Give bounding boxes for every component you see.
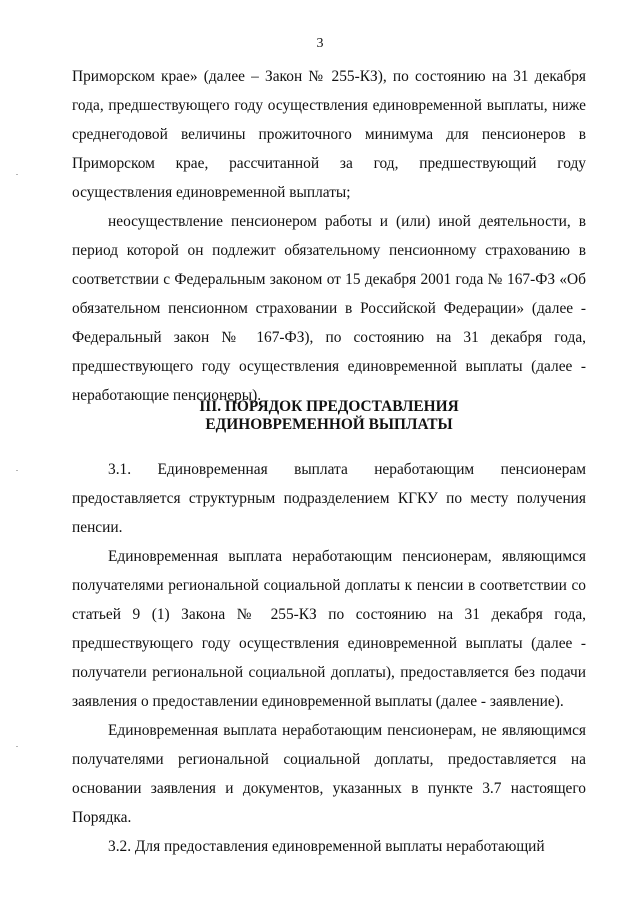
margin-scan-mark	[16, 746, 18, 747]
section-heading	[72, 398, 586, 434]
text-block-procedure	[72, 455, 586, 861]
section-heading-line-1: III. ПОРЯДОК ПРЕДОСТАВЛЕНИЯ	[199, 398, 459, 415]
paragraph-non-recipients: Единовременная выплата неработающим пенсионерам, не являющимся получателями региональной социальной доплаты, предоставляется на основании заявления и документов, указанных в пункте 3.7 настоящего Порядка.	[72, 722, 586, 826]
text-block-eligibility	[72, 62, 586, 410]
paragraph-clause-3-1: 3.1. Единовременная выплата неработающим пенсионерам предоставляется структурным подразделением КГКУ по месту получения пенсии.	[72, 461, 586, 536]
paragraph-non-working-condition: неосуществление пенсионером работы и (или) иной деятельности, в период которой он подлежит обязательному пенсионному страхованию в соответствии с Федеральным законом от 15 декабря 2001 года № 167-ФЗ «Об обязательном пенсионном страховании в Российской Федерации» (далее - Федеральный закон № 167-ФЗ), по состоянию на 31 декабря года, предшествующего году осуществления единовременной выплаты (далее - неработающие пенсионеры).	[72, 213, 586, 404]
paragraph-regional-supplement-recipients: Единовременная выплата неработающим пенсионерам, являющимся получателями региональной социальной доплаты к пенсии в соответствии со статьей 9 (1) Закона № 255-КЗ по состоянию на 31 декабря года, предшествующего году осуществления единовременной выплаты (далее - получатели региональной социальной доплаты), предоставляется без подачи заявления о предоставлении единовременной выплаты (далее - заявление).	[72, 548, 586, 710]
margin-scan-mark	[16, 470, 18, 471]
paragraph-income-condition: Приморском крае» (далее – Закон № 255-КЗ), по состоянию на 31 декабря года, предшествующего году осуществления единовременной выплаты, ниже среднегодовой величины прожиточного минимума для пенсионеров в Приморском крае, рассчитанной за год, предшествующий году осуществления единовременной выплаты;	[72, 68, 586, 201]
section-heading-line-2: ЕДИНОВРЕМЕННОЙ ВЫПЛАТЫ	[205, 416, 453, 433]
paragraph-clause-3-2: 3.2. Для предоставления единовременной выплаты неработающий	[108, 838, 545, 855]
margin-scan-mark	[16, 174, 18, 175]
page-number: 3	[316, 36, 324, 51]
